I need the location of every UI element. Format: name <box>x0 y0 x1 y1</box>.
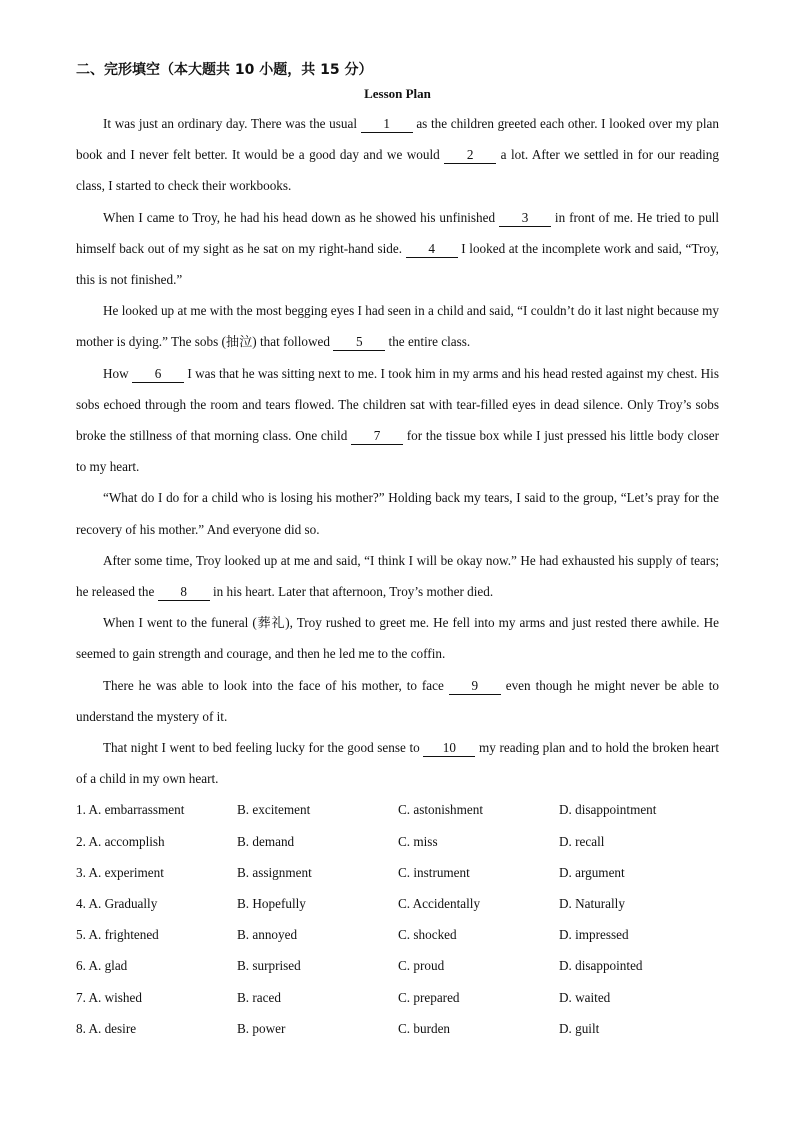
passage-text: There he was able to look into the face of his mother, to face <box>103 677 449 693</box>
passage-text: my reading plan and to hold the broken heart of a child in my own heart. <box>76 740 719 787</box>
passage-text: How <box>103 365 132 381</box>
passage-paragraph <box>76 482 719 544</box>
option-choice[interactable]: C. burden <box>398 1020 451 1036</box>
section-title: 二、完形填空（本大题共 10 小题，共 15 分） <box>76 62 373 78</box>
option-choice[interactable]: C. prepared <box>398 989 460 1005</box>
option-choice[interactable]: B. excitement <box>237 802 311 818</box>
answer-blank[interactable]: 7 <box>351 428 403 445</box>
passage-paragraph <box>76 607 719 669</box>
option-row <box>76 950 719 981</box>
option-choice[interactable]: D. impressed <box>559 927 629 943</box>
passage-paragraph <box>76 732 719 794</box>
passage-paragraph <box>76 295 719 357</box>
option-choice[interactable]: 2. A. accomplish <box>76 833 165 849</box>
option-choice[interactable]: 4. A. Gradually <box>76 896 158 912</box>
passage-text: After some time, Troy looked up at me and said, “I think I will be okay now.” He had exhausted his supply of tears; he released the <box>76 552 719 600</box>
option-choice[interactable]: 3. A. experiment <box>76 864 164 880</box>
passage-text: as the children greeted each other. I looked over my plan book and I never felt better. It would be a good day and we would <box>76 116 719 163</box>
passage-text: When I came to Troy, he had his head down as he showed his unfinished <box>103 209 500 225</box>
answer-blank[interactable]: 8 <box>158 584 210 601</box>
passage-text: “What do I do for a child who is losing his mother?” Holding back my tears, I said to the group, “Let’s pray for the recovery of his mother.” And everyone did so. <box>76 490 719 537</box>
answer-blank[interactable]: 1 <box>361 116 413 133</box>
option-choice[interactable]: 1. A. embarrassment <box>76 802 185 818</box>
passage-text: the entire class. <box>385 334 471 350</box>
answer-blank[interactable]: 6 <box>132 366 184 383</box>
answer-blank[interactable]: 2 <box>444 147 496 164</box>
option-choice[interactable]: 5. A. frightened <box>76 927 159 943</box>
answer-options <box>76 794 719 1044</box>
passage-text: for the tissue box while I just pressed his little body closer to my heart. <box>76 428 719 475</box>
option-choice[interactable]: D. recall <box>559 833 605 849</box>
answer-blank[interactable]: 9 <box>449 678 501 695</box>
option-row <box>76 919 719 950</box>
option-choice[interactable]: C. proud <box>398 958 445 974</box>
passage-text: That night I went to bed feeling lucky for the good sense to <box>103 740 424 756</box>
option-choice[interactable]: D. disappointment <box>559 802 657 818</box>
option-choice[interactable]: B. assignment <box>237 864 312 880</box>
passage-paragraph <box>76 202 719 296</box>
option-choice[interactable]: C. instrument <box>398 864 470 880</box>
passage-text: in his heart. Later that afternoon, Troy’s mother died. <box>209 584 494 600</box>
passage-text: in front of me. He tried to pull himself back out of my sight as he sat on my right-hand side. <box>76 209 719 256</box>
option-choice[interactable]: D. waited <box>559 989 611 1005</box>
passage <box>76 108 719 794</box>
option-choice[interactable]: B. demand <box>237 833 295 849</box>
option-choice[interactable]: C. miss <box>398 833 438 849</box>
answer-blank[interactable]: 3 <box>499 210 551 227</box>
option-choice[interactable]: 6. A. glad <box>76 958 128 974</box>
answer-blank[interactable]: 5 <box>333 334 385 351</box>
option-row <box>76 888 719 919</box>
passage-text: I was that he was sitting next to me. I took him in my arms and his head rested against my chest. His sobs echoed through the room and tears flowed. The children sat with tear-filled eyes in dead silence. Only Troy’s sobs broke the stillness of that morning class. One child <box>76 365 719 444</box>
passage-paragraph <box>76 545 719 607</box>
option-row <box>76 1013 719 1044</box>
passage-paragraph <box>76 358 719 483</box>
option-choice[interactable]: D. Naturally <box>559 896 625 912</box>
option-choice[interactable]: 7. A. wished <box>76 989 142 1005</box>
passage-title: Lesson Plan <box>364 86 431 101</box>
option-row <box>76 982 719 1013</box>
passage-text: even though he might never be able to understand the mystery of it. <box>76 677 720 724</box>
option-choice[interactable]: B. power <box>237 1020 286 1036</box>
option-choice[interactable]: C. shocked <box>398 927 457 943</box>
passage-paragraph <box>76 108 719 202</box>
option-choice[interactable]: B. Hopefully <box>237 896 306 912</box>
option-choice[interactable]: 8. A. desire <box>76 1020 137 1036</box>
option-choice[interactable]: D. disappointed <box>559 958 643 974</box>
passage-text: I looked at the incomplete work and said, “Troy, this is not finished.” <box>76 240 719 288</box>
option-choice[interactable]: D. argument <box>559 864 625 880</box>
option-row <box>76 857 719 888</box>
option-row <box>76 826 719 857</box>
option-choice[interactable]: B. annoyed <box>237 927 298 943</box>
passage-text: a lot. After we settled in for our reading class, I started to check their workbooks. <box>76 147 719 194</box>
answer-blank[interactable]: 10 <box>423 740 475 757</box>
option-choice[interactable]: B. raced <box>237 989 281 1005</box>
option-choice[interactable]: D. guilt <box>559 1020 600 1036</box>
option-choice[interactable]: C. astonishment <box>398 802 483 818</box>
answer-blank[interactable]: 4 <box>406 241 458 258</box>
passage-text: He looked up at me with the most begging eyes I had seen in a child and said, “I couldn’t do it last night because my mother is dying.” The sobs (抽泣) that followed <box>76 303 719 350</box>
option-choice[interactable]: B. surprised <box>237 958 301 974</box>
exam-page <box>76 60 719 1044</box>
option-row <box>76 794 719 825</box>
passage-paragraph <box>76 670 719 732</box>
passage-text: When I went to the funeral (葬礼), Troy rushed to greet me. He fell into my arms and just rested there awhile. He seemed to gain strength and courage, and then he led me to the coffin. <box>76 615 719 662</box>
passage-text: It was just an ordinary day. There was the usual <box>103 116 361 131</box>
option-choice[interactable]: C. Accidentally <box>398 896 481 912</box>
